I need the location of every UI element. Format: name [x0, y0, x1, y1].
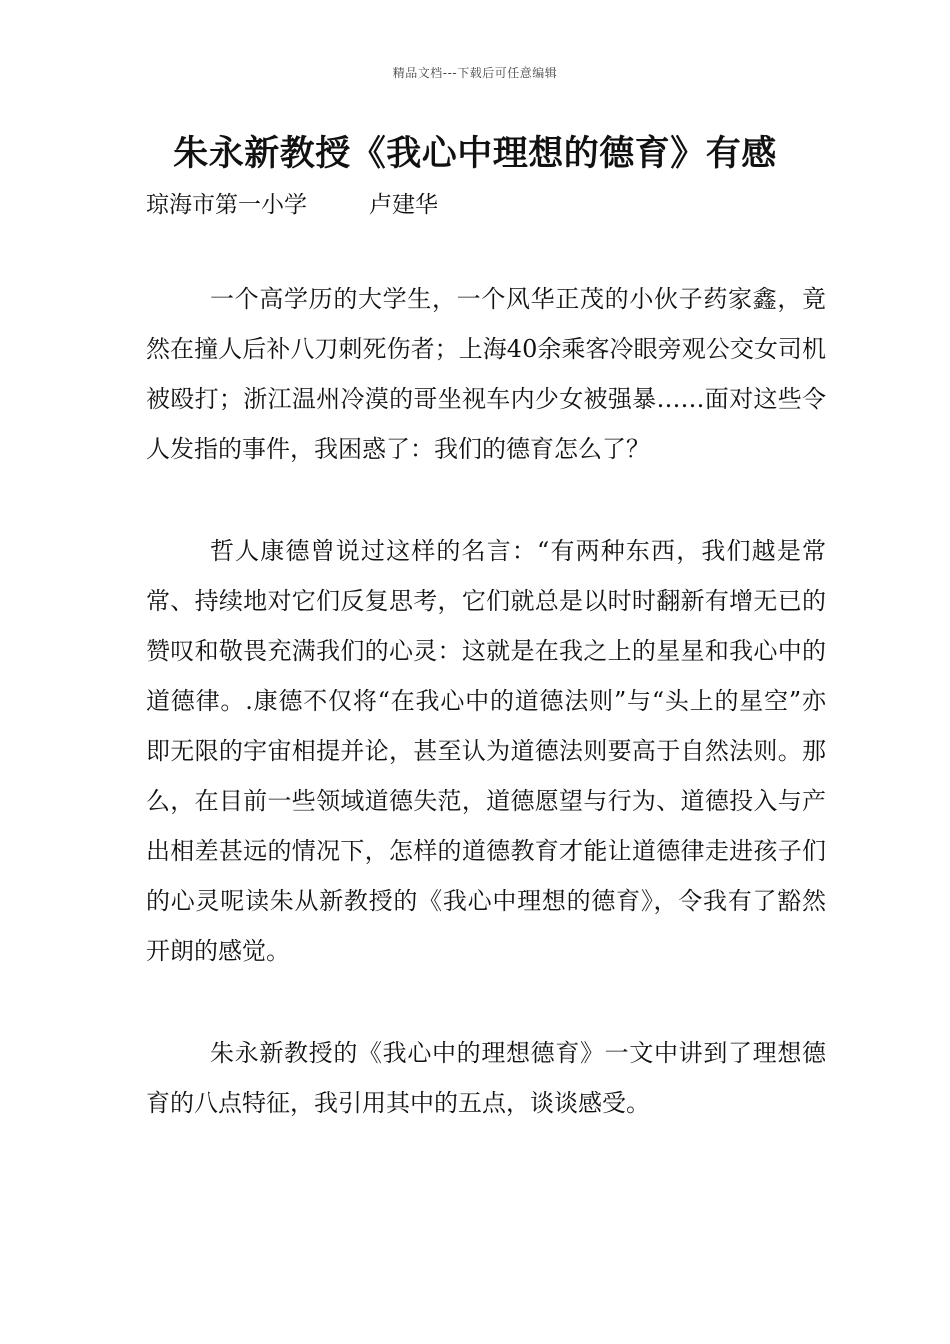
- byline-author: 卢建华: [369, 192, 438, 218]
- document-title: 朱永新教授《我心中理想的德育》有感: [173, 134, 777, 174]
- paragraph-2: 哲人康德曾说过这样的名言：“有两种东西，我们越是常常、持续地对它们反复思考，它们就总是以时时翻新有增无已的赞叹和敬畏充满我们的心灵：这就是在我之上的星星和我心中的道德律。.康德不仅将“在我心中的道德法则”与“头上的星空”亦即无限的宇宙相提并论，甚至认为道德法则要高于自然法则。那么，在目前一些领域道德失范，道德愿望与行为、道德投入与产出相差甚远的情况下，怎样的道德教育才能让道德律走进孩子们的心灵呢读朱从新教授的《我心中理想的德育》，令我有了豁然开朗的感觉。: [146, 537, 826, 965]
- paragraph-3: 朱永新教授的《我心中的理想德育》一文中讲到了理想德育的八点特征，我引用其中的五点，谈谈感受。: [146, 1039, 826, 1117]
- byline: [146, 186, 438, 219]
- paragraph-1: 一个高学历的大学生，一个风华正茂的小伙子药家鑫，竟然在撞人后补八刀刺死伤者；上海40余乘客冷眼旁观公交女司机被殴打；浙江温州冷漠的哥坐视车内少女被强暴……面对这些令人发指的事件，我困惑了：我们的德育怎么了？: [146, 285, 826, 463]
- header-watermark: 精品文档---下载后可任意编辑: [392, 66, 558, 80]
- byline-school: 琼海市第一小学: [146, 192, 307, 218]
- document-body: [146, 274, 826, 1180]
